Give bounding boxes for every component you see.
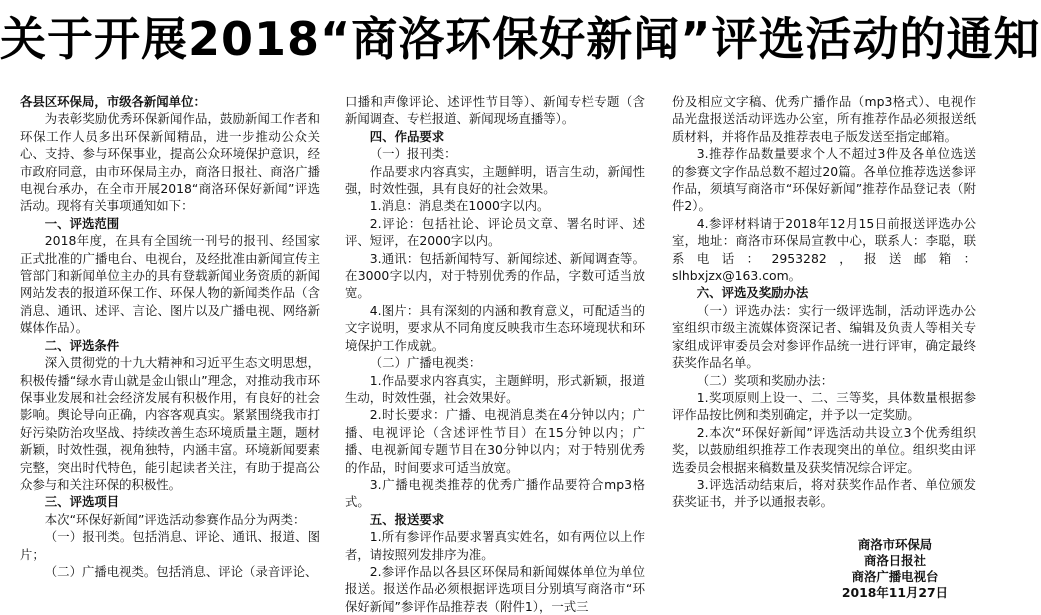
article-headline: 关于开展2018“商洛环保好新闻”评选活动的通知 [0,12,1041,66]
paragraph: 深入贯彻党的十九大精神和习近平生态文明思想，积极传播“绿水青山就是金山银山”理念，对推动我市环保事业发展和社会经济发展有积极作用，有良好的社会影响。舆论导向正确，内容客观真实。紧紧围绕我市打好污染防治攻坚战、持续改善生态环境质量主题，题材新颖，时效性强，视角独特，内涵丰富。环境新闻要素完整，突出时代特色，能引起读者关注，有助于提高公众参与和关注环保的积极性。 [20,355,320,492]
signature-date: 2018年11月27日 [841,585,949,600]
paragraph: （二）广播电视类： [369,355,482,371]
signature-block [820,537,970,601]
paragraph: 1.所有参评作品要求署真实姓名，如有两位以上作者，请按照列发排序为准。 [345,529,645,562]
paragraph: 2.时长要求：广播、电视消息类在4分钟以内；广播、电视评论（含述评性节目）在15分钟以内；广播、电视新闻专题节目在30分钟以内；对于特别优秀的作品，时间要求可适当放宽。 [345,407,645,475]
paragraph: （二）奖项和奖励办法： [696,372,834,388]
paragraph: 2.参评作品以各县区环保局和新闻媒体单位为单位报送。报送作品必须根据评选项目分别填写商洛市“环保好新闻”参评作品推荐表（附件1），一式三 [345,563,645,614]
paragraph: 份及相应文字稿、优秀广播作品（mp3格式）、电视作品光盘报送活动评选办公室，所有推荐作品必须报送纸质材料，并将作品及推荐表电子版发送至指定邮箱。 [672,94,976,144]
section-heading: 三、评选项目 [44,494,120,510]
paragraph: （一）报刊类。包括消息、评论、通讯、报道、图片； [20,529,320,562]
paragraph: 口播和声像评论、述评性节目等）、新闻专栏专题（含新闻调查、专栏报道、新闻现场直播等）。 [345,94,645,127]
paragraph: 1.奖项原则上设一、二、三等奖，具体数量根据参评作品按比例和类别确定，并予以一定奖励。 [672,389,976,423]
paragraph: 2.本次“环保好新闻”评选活动共设立3个优秀组织奖，以鼓励组织推荐工作表现突出的单位。组织奖由评选委员会根据来稿数量及获奖情况综合评定。 [672,424,976,475]
paragraph: （一）评选办法：实行一级评选制，活动评选办公室组织市级主流媒体资深记者、编辑及负责人等相关专家组成评审委员会对参评作品统一进行评审，确定最终获奖作品名单。 [672,302,976,371]
paragraph: 2018年度，在具有全国统一刊号的报刊、经国家正式批准的广播电台、电视台，及经批准由新闻宣传主管部门和新闻单位主办的具有登载新闻业务资质的新闻网站发表的报道环保工作、环保人物的新闻类作品（含消息、通讯、述评、言论、图片以及广播电视、网络新媒体作品）。 [20,233,320,336]
section-heading: 四、作品要求 [369,128,445,144]
paragraph: 4.参评材料请于2018年12月15日前报送评选办公室，地址：商洛市环保局宣教中心，联系人：李聪，联系电话：2953282，报送邮箱：slhbxjzx@163.com。 [672,215,976,284]
signature-org-2: 商洛日报社 [864,553,926,568]
paragraph: （二）广播电视类。包括消息、评论（录音评论、 [44,563,318,579]
paragraph: 1.作品要求内容真实，主题鲜明，形式新颖，报道生动，时效性强，社会效果好。 [345,372,645,405]
paragraph: 2.评论：包括社论、评论员文章、署名时评、述评、短评，在2000字以内。 [345,215,645,249]
paragraph: 3.广播电视类推荐的优秀广播作品要符合mp3格式。 [345,476,645,510]
signature-org-1: 商洛市环保局 [857,537,933,552]
article-column-3 [672,93,976,603]
section-heading: 六、评选及奖励办法 [696,285,809,301]
section-heading: 五、报送要求 [369,511,445,527]
section-heading: 二、评选条件 [44,337,120,353]
section-heading: 一、评选范围 [44,215,120,231]
paragraph: 1.消息：消息类在1000字以内。 [369,198,550,214]
greeting: 各县区环保局，市级各新闻单位： [20,94,206,109]
paragraph: 作品要求内容真实，主题鲜明，语言生动，新闻性强，时效性强，具有良好的社会效果。 [345,163,645,197]
paragraph: 4.图片：具有深刻的内涵和教育意义，可配适当的文字说明，要求从不同角度反映我市生态环境现状和环境保护工作成就。 [345,302,645,353]
paragraph: 3.推荐作品数量要求个人不超过3件及各单位选送的参赛文字作品总数不超过20篇。各单位推荐选送参评作品，须填写商洛市“环保好新闻”推荐作品登记表（附件2）。 [672,146,976,214]
article-column-1 [20,93,320,603]
paragraph: （一）报刊类： [369,146,457,162]
paragraph: 本次“环保好新闻”评选活动参赛作品分为两类： [44,511,306,527]
article-column-2 [345,93,645,614]
paragraph: 3.评选活动结束后，将对获奖作品作者、单位颁发获奖证书，并予以通报表彰。 [672,476,976,510]
signature-org-3: 商洛广播电视台 [851,569,939,584]
paragraph: 3.通讯：包括新闻特写、新闻综述、新闻调查等。在3000字以内，对于特别优秀的作品，字数可适当放宽。 [345,250,645,301]
paragraph: 为表彰奖励优秀环保新闻作品，鼓励新闻工作者和环保工作人员多出环保新闻精品，进一步推动公众关心、支持、参与环保事业，提高公众环境保护意识，经市政府同意，由市环保局主办，商洛日报社、商洛广播电视台承办，在全市开展2018“商洛环保好新闻”评选活动。现将有关事项通知如下： [20,111,320,214]
